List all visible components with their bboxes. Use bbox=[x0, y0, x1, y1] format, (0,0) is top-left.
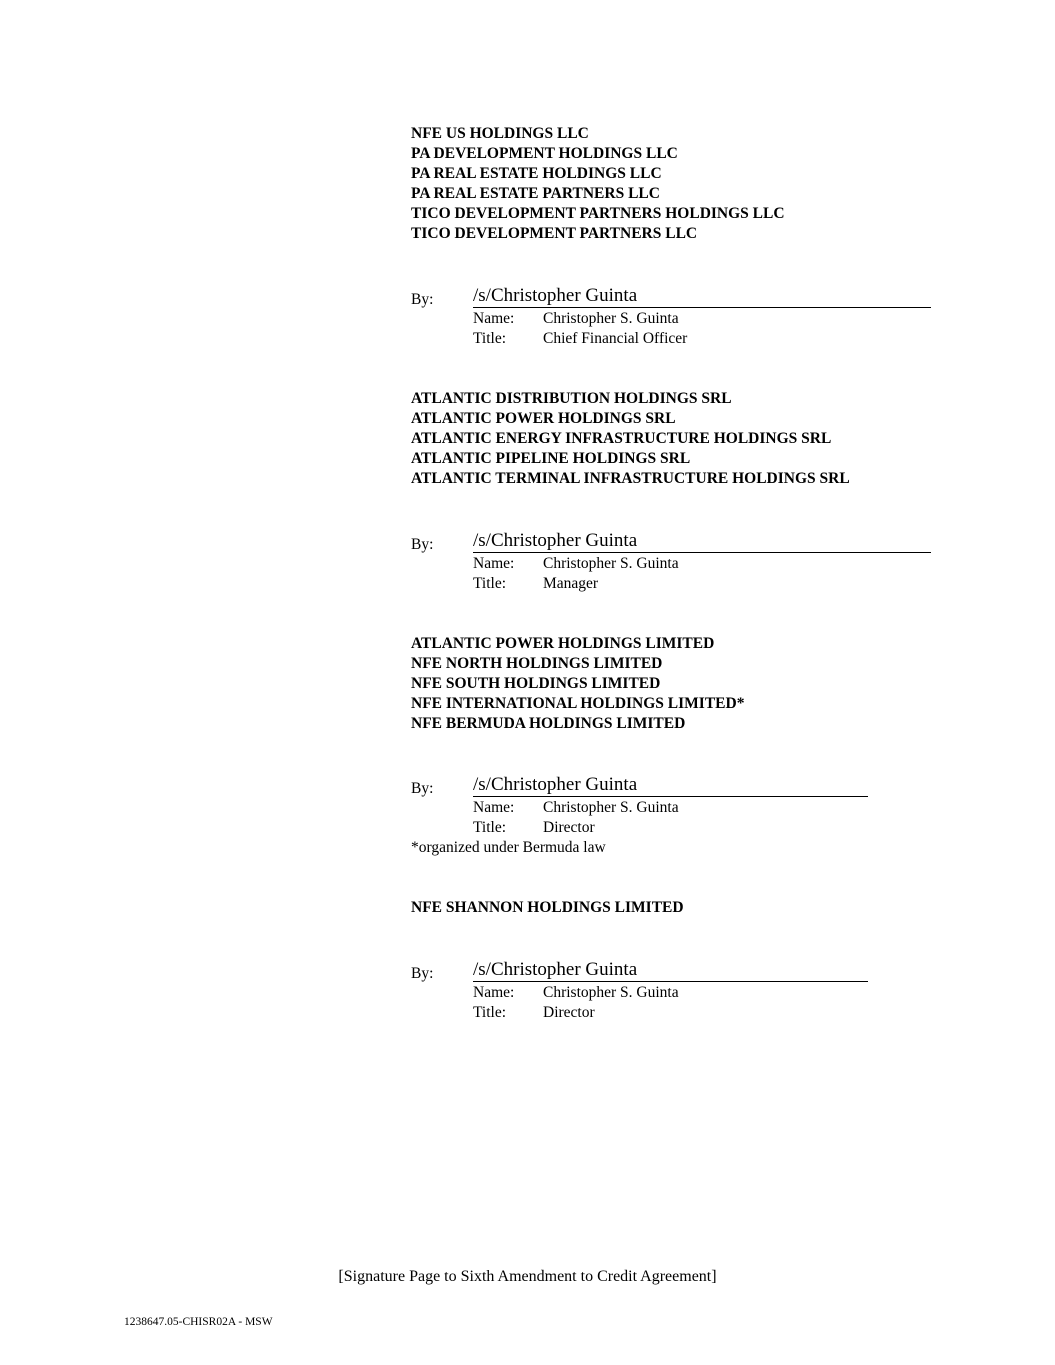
name-label: Name: bbox=[473, 555, 515, 572]
by-label: By: bbox=[411, 536, 434, 553]
signatory-name: Christopher S. Guinta bbox=[543, 799, 679, 816]
signature-line: /s/Christopher Guinta bbox=[473, 774, 868, 797]
name-label: Name: bbox=[473, 310, 515, 327]
entity-name: TICO DEVELOPMENT PARTNERS HOLDINGS LLC bbox=[411, 205, 785, 222]
entity-name: ATLANTIC POWER HOLDINGS LIMITED bbox=[411, 635, 715, 652]
title-label: Title: bbox=[473, 575, 507, 592]
entity-name: ATLANTIC TERMINAL INFRASTRUCTURE HOLDINGS SRL bbox=[411, 470, 850, 487]
entity-list bbox=[411, 634, 744, 734]
signatory-title: Director bbox=[543, 819, 595, 836]
entity-list bbox=[411, 898, 684, 918]
entity-name: PA DEVELOPMENT HOLDINGS LLC bbox=[411, 145, 678, 162]
entity-name: ATLANTIC PIPELINE HOLDINGS SRL bbox=[411, 450, 691, 467]
name-label: Name: bbox=[473, 799, 515, 816]
signature-line: /s/Christopher Guinta bbox=[473, 530, 931, 553]
entity-name: ATLANTIC POWER HOLDINGS SRL bbox=[411, 410, 676, 427]
title-label: Title: bbox=[473, 819, 507, 836]
by-label: By: bbox=[411, 965, 434, 982]
title-row bbox=[411, 818, 606, 838]
entity-list bbox=[411, 389, 850, 489]
signature-block bbox=[411, 774, 679, 858]
signature-line: /s/Christopher Guinta bbox=[473, 285, 931, 308]
entity-name: NFE SHANNON HOLDINGS LIMITED bbox=[411, 899, 684, 916]
entity-name: NFE NORTH HOLDINGS LIMITED bbox=[411, 655, 663, 672]
page-caption: [Signature Page to Sixth Amendment to Credit Agreement] bbox=[338, 1268, 717, 1285]
signatory-title: Director bbox=[543, 1004, 595, 1021]
entity-name: PA REAL ESTATE HOLDINGS LLC bbox=[411, 165, 662, 182]
signatory-title: Manager bbox=[543, 575, 599, 592]
jurisdiction-note: *organized under Bermuda law bbox=[411, 839, 606, 856]
entity-name: NFE BERMUDA HOLDINGS LIMITED bbox=[411, 715, 686, 732]
entity-name: ATLANTIC DISTRIBUTION HOLDINGS SRL bbox=[411, 390, 732, 407]
name-label: Name: bbox=[473, 984, 515, 1001]
entity-name: NFE US HOLDINGS LLC bbox=[411, 125, 589, 142]
by-label: By: bbox=[411, 291, 434, 308]
name-row bbox=[411, 798, 679, 818]
signature-line: /s/Christopher Guinta bbox=[473, 959, 868, 982]
title-label: Title: bbox=[473, 1004, 507, 1021]
entity-name: NFE INTERNATIONAL HOLDINGS LIMITED* bbox=[411, 695, 745, 712]
title-label: Title: bbox=[473, 330, 507, 347]
signatory-name: Christopher S. Guinta bbox=[543, 555, 679, 572]
entity-name: ATLANTIC ENERGY INFRASTRUCTURE HOLDINGS SRL bbox=[411, 430, 832, 447]
entity-name: PA REAL ESTATE PARTNERS LLC bbox=[411, 185, 660, 202]
signatory-title: Chief Financial Officer bbox=[543, 330, 688, 347]
document-id: 1238647.05-CHISR02A - MSW bbox=[124, 1316, 273, 1328]
entity-name: NFE SOUTH HOLDINGS LIMITED bbox=[411, 675, 661, 692]
by-label: By: bbox=[411, 780, 434, 797]
signature-row bbox=[411, 774, 638, 798]
signatory-name: Christopher S. Guinta bbox=[543, 984, 679, 1001]
entity-list bbox=[411, 124, 785, 244]
signatory-name: Christopher S. Guinta bbox=[543, 310, 679, 327]
entity-name: TICO DEVELOPMENT PARTNERS LLC bbox=[411, 225, 698, 242]
